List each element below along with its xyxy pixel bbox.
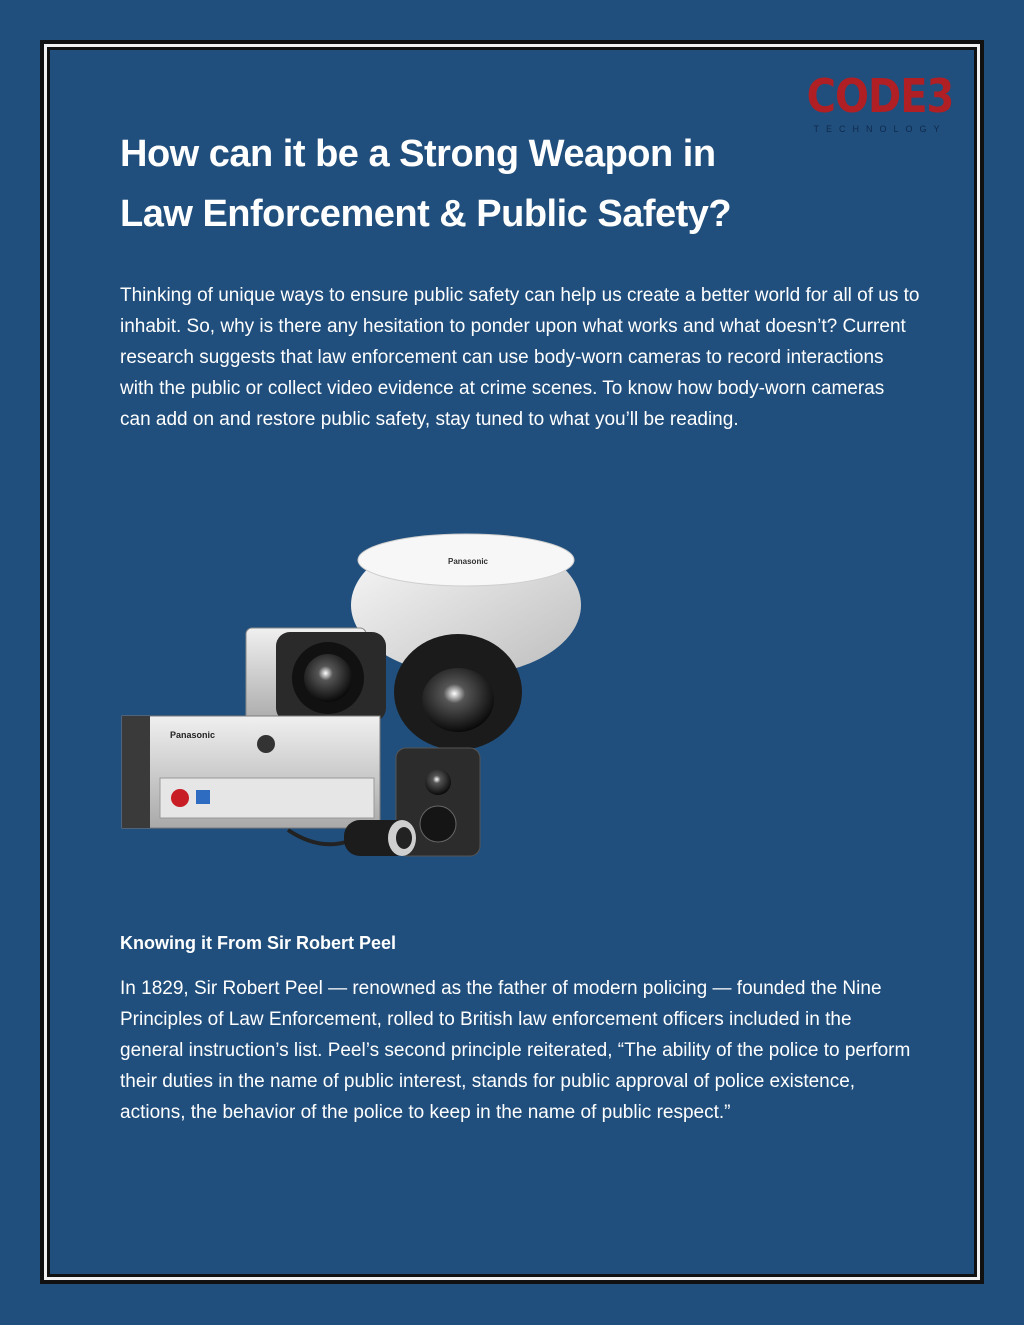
dome-brand-label: Panasonic xyxy=(447,557,489,566)
logo-subtitle: TECHNOLOGY xyxy=(813,124,947,134)
intro-paragraph: Thinking of unique ways to ensure public safety can help us create a better world for all of us to inhabit. So, why is there any hesitation to ponder upon what works and what doesn’t? Current research suggests that law enforcement can use body-worn cameras to record interactions with the public or collect video evidence at crime scenes. To know how body-worn cameras can add on and restore public safety, stay tuned to what you’ll be reading. xyxy=(120,285,920,430)
page-title xyxy=(120,124,820,244)
code3-logo xyxy=(804,70,956,138)
title-line-1: How can it be a Strong Weapon in xyxy=(120,133,716,175)
box-camera xyxy=(246,628,386,724)
section-paragraph: In 1829, Sir Robert Peel — renowned as the father of modern policing — founded the Nine Principles of Law Enforcement, rolled to British law enforcement officers included in the general instruction’s list. Peel’s second principle reiterated, “The ability of the police to perform their duties in the name of public interest, stands for public approval of police existence, actions, the behavior of the police to keep in the name of public respect.” xyxy=(120,978,911,1123)
security-cameras-image xyxy=(118,520,588,880)
dvr-recorder xyxy=(122,716,380,828)
dome-camera xyxy=(351,534,581,750)
dvr-brand-label: Panasonic xyxy=(170,730,216,740)
title-line-2: Law Enforcement & Public Safety? xyxy=(120,193,732,235)
logo-wordmark: CODE3 xyxy=(806,70,954,124)
section-heading: Knowing it From Sir Robert Peel xyxy=(120,933,397,953)
